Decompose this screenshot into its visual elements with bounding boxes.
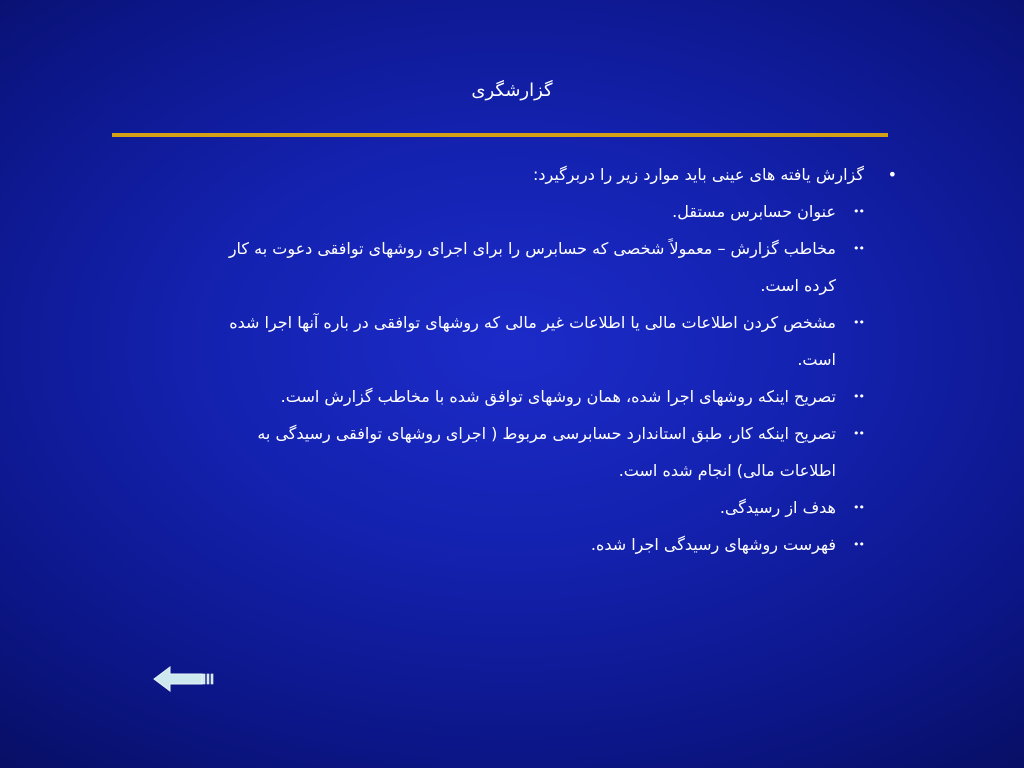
back-button[interactable] (152, 665, 216, 693)
title-divider (112, 133, 888, 137)
list-item (204, 304, 864, 378)
list-item-text: مخاطب گزارش – معمولاً شخصی که حسابرس را برای اجرای روشهای توافقی دعوت به کار کرده است. (228, 239, 836, 295)
list-item (204, 489, 864, 526)
slide-content (204, 156, 897, 563)
list-item-text: عنوان حسابرس مستقل. (672, 202, 836, 221)
list-item (204, 415, 864, 489)
list-item-text: فهرست روشهای رسیدگی اجرا شده. (590, 535, 836, 554)
list-item-text: مشخص کردن اطلاعات مالی یا اطلاعات غیر مالی که روشهای توافقی در باره آنها اجرا شده است. (229, 313, 836, 369)
main-bullet (204, 156, 897, 193)
double-bullet-icon: •• (853, 205, 864, 218)
double-bullet-icon: •• (853, 501, 864, 514)
list-item-text: تصریح اینکه کار، طبق استاندارد حسابرسی مربوط ( اجرای روشهای توافقی رسیدگی به اطلاعات مالی) انجام شده است. (257, 424, 836, 480)
list-item (204, 378, 864, 415)
double-bullet-icon: •• (853, 316, 864, 329)
list-item-text: تصریح اینکه روشهای اجرا شده، همان روشهای توافق شده با مخاطب گزارش است. (280, 387, 836, 406)
main-bullet-text: گزارش یافته های عینی باید موارد زیر را دربرگیرد: (532, 165, 864, 184)
list-item-text: هدف از رسیدگی. (719, 498, 836, 517)
double-bullet-icon: •• (853, 427, 864, 440)
bullet-icon: • (887, 165, 897, 184)
list-item (204, 193, 864, 230)
double-bullet-icon: •• (853, 242, 864, 255)
double-bullet-icon: •• (853, 538, 864, 551)
list-item (204, 230, 864, 304)
back-arrow-icon (152, 665, 216, 693)
double-bullet-icon: •• (853, 390, 864, 403)
slide-title: گزارشگری (471, 80, 553, 101)
list-item (204, 526, 864, 563)
